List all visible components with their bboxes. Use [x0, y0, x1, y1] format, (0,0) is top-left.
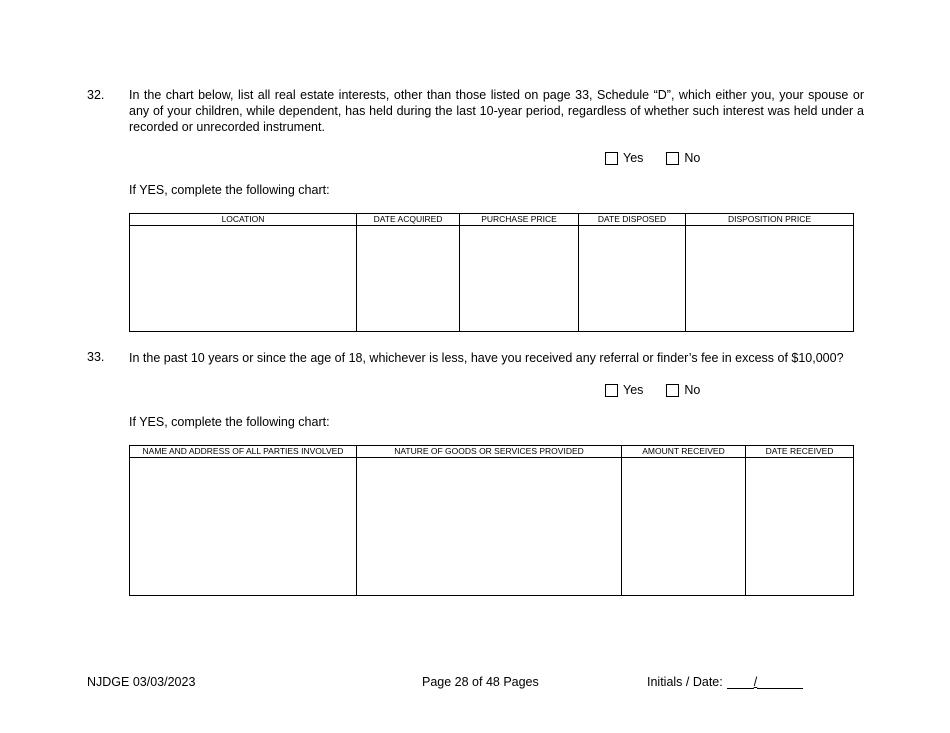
date-received-cell[interactable] [746, 458, 854, 596]
question-33-yes-option[interactable] [605, 383, 643, 397]
amount-received-cell[interactable] [622, 458, 746, 596]
purchase-price-cell[interactable] [460, 226, 579, 332]
question-32-yes-label: Yes [623, 151, 644, 165]
question-33-yes-label: Yes [623, 383, 644, 397]
col-name-address: NAME AND ADDRESS OF ALL PARTIES INVOLVED [130, 446, 357, 458]
real-estate-chart [129, 213, 854, 332]
col-date-disposed: DATE DISPOSED [579, 214, 686, 226]
question-33-no-option[interactable] [666, 383, 700, 397]
question-32-if-yes: If YES, complete the following chart: [129, 183, 330, 197]
col-date-received: DATE RECEIVED [746, 446, 854, 458]
real-estate-chart-header [130, 214, 854, 226]
referral-fee-chart-header [130, 446, 854, 458]
col-date-acquired: DATE ACQUIRED [357, 214, 460, 226]
question-32-yes-no [605, 151, 723, 165]
referral-fee-chart [129, 445, 854, 596]
form-id: NJDGE 03/03/2023 [87, 675, 196, 689]
table-row [130, 458, 854, 596]
date-acquired-cell[interactable] [357, 226, 460, 332]
location-cell[interactable] [130, 226, 357, 332]
question-33-text: In the past 10 years or since the age of 18, whichever is less, have you received any referral or finder’s fee in excess of $10,000? [129, 351, 844, 365]
col-purchase-price: PURCHASE PRICE [460, 214, 579, 226]
date-field[interactable] [757, 675, 803, 689]
question-32-yes-option[interactable] [605, 151, 643, 165]
question-33-yes-checkbox[interactable] [605, 384, 618, 397]
disposition-price-cell[interactable] [686, 226, 854, 332]
name-address-cell[interactable] [130, 458, 357, 596]
page-number: Page 28 of 48 Pages [422, 675, 539, 689]
table-row [130, 226, 854, 332]
initials-date [647, 675, 803, 689]
col-location: LOCATION [130, 214, 357, 226]
date-separator: / [753, 675, 758, 689]
question-33-if-yes: If YES, complete the following chart: [129, 415, 330, 429]
col-nature-goods-services: NATURE OF GOODS OR SERVICES PROVIDED [357, 446, 622, 458]
question-33-yes-no [605, 383, 723, 397]
question-32-text: In the chart below, list all real estate interests, other than those listed on page 33, Schedule “D”, which either you, your spouse or any of your children, while dependent, has held during the last 10-year period, regardless of whether such interest was held under a recorded or unrecorded instrument. [129, 88, 864, 134]
question-32-yes-checkbox[interactable] [605, 152, 618, 165]
col-disposition-price: DISPOSITION PRICE [686, 214, 854, 226]
question-33-number: 33. [87, 350, 105, 364]
question-32-number: 32. [87, 88, 105, 102]
col-amount-received: AMOUNT RECEIVED [622, 446, 746, 458]
question-32-no-checkbox[interactable] [666, 152, 679, 165]
nature-goods-services-cell[interactable] [357, 458, 622, 596]
date-disposed-cell[interactable] [579, 226, 686, 332]
initials-date-label: Initials / Date: [647, 675, 723, 689]
question-32-no-label: No [684, 151, 701, 165]
question-32-no-option[interactable] [666, 151, 700, 165]
question-33-no-label: No [684, 383, 701, 397]
initials-field[interactable] [727, 675, 754, 689]
question-33-no-checkbox[interactable] [666, 384, 679, 397]
